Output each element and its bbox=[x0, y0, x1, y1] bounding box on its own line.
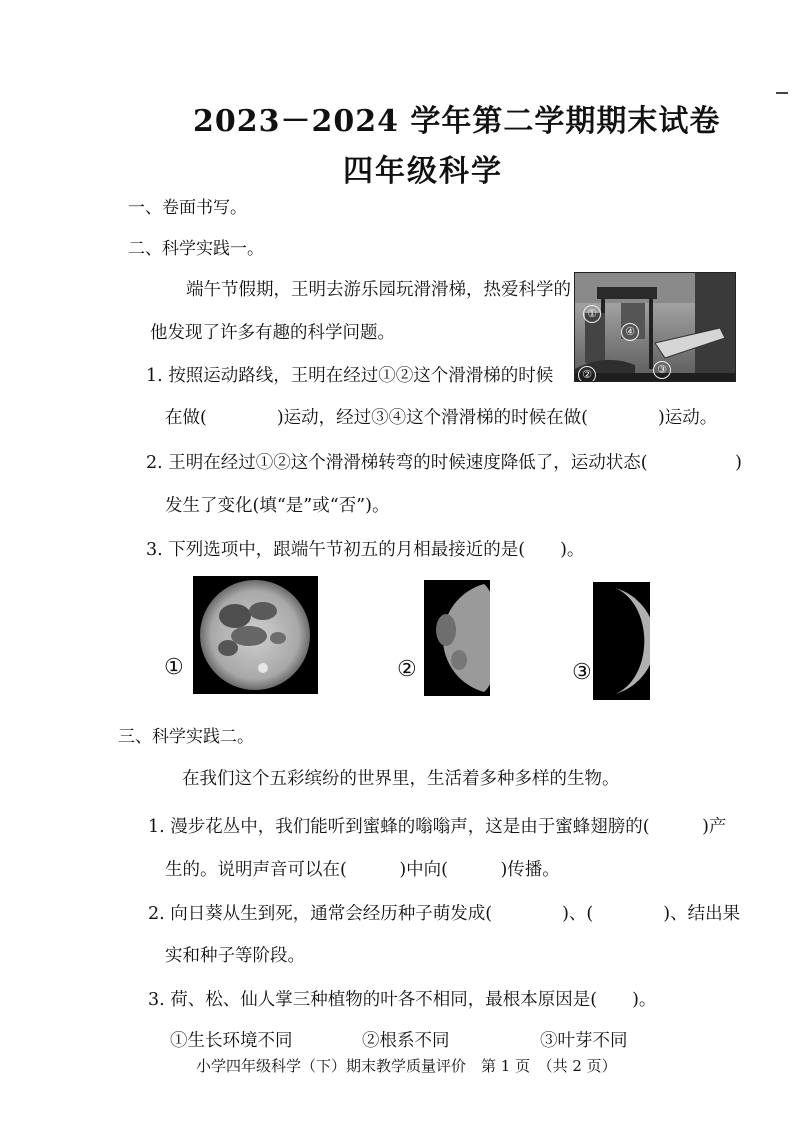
photo-label-3: ③ bbox=[653, 361, 671, 379]
s3-q1-line2: 生的。说明声音可以在( )中向( )传播。 bbox=[165, 860, 560, 880]
moon-option-1-label: ① bbox=[164, 655, 184, 680]
s3-q3-option-1: ①生长环境不同 bbox=[170, 1031, 293, 1051]
moon-crescent-image bbox=[593, 582, 650, 700]
s2-q1-line1: 1. 按照运动路线，王明在经过①②这个滑滑梯的时候 bbox=[146, 366, 554, 386]
s2-q1-line2: 在做( )运动，经过③④这个滑滑梯的时候在做( )运动。 bbox=[165, 408, 718, 428]
scan-mark bbox=[776, 92, 788, 94]
moon-option-3-label: ③ bbox=[572, 660, 592, 685]
s2-q2-line2: 发生了变化(填“是”或“否”)。 bbox=[165, 496, 390, 516]
photo-label-1: ① bbox=[583, 305, 601, 323]
s3-q3-option-2: ②根系不同 bbox=[362, 1031, 450, 1051]
photo-label-2: ② bbox=[578, 366, 596, 382]
moon-full-image bbox=[193, 576, 318, 694]
moon-gibbous-image bbox=[424, 580, 490, 696]
section-2-intro-line1: 端午节假期，王明去游乐园玩滑滑梯，热爱科学的 bbox=[186, 280, 571, 300]
s3-q2-line1: 2. 向日葵从生到死，通常会经历种子萌发成( )、( )、结出果 bbox=[148, 904, 741, 924]
s3-q2-line2: 实和种子等阶段。 bbox=[165, 946, 305, 966]
exam-subtitle: 四年级科学 bbox=[343, 154, 503, 189]
section-2-heading: 二、科学实践一。 bbox=[128, 239, 264, 259]
s3-q3-option-3: ③叶芽不同 bbox=[540, 1031, 628, 1051]
section-3-intro: 在我们这个五彩缤纷的世界里，生活着多种多样的生物。 bbox=[182, 769, 620, 789]
slide-photo bbox=[574, 272, 736, 382]
s2-q2-line1: 2. 王明在经过①②这个滑滑梯转弯的时候速度降低了，运动状态( ) bbox=[146, 453, 742, 473]
s2-q3: 3. 下列选项中，跟端午节初五的月相最接近的是( )。 bbox=[146, 540, 585, 560]
s3-q1-line1: 1. 漫步花丛中，我们能听到蜜蜂的嗡嗡声，这是由于蜜蜂翅膀的( )产 bbox=[148, 817, 727, 837]
section-1-heading: 一、卷面书写。 bbox=[128, 198, 247, 218]
section-3-heading: 三、科学实践二。 bbox=[118, 727, 254, 747]
exam-title: 2023－2024 学年第二学期期末试卷 bbox=[193, 104, 721, 139]
section-2-intro-line2: 他发现了许多有趣的科学问题。 bbox=[150, 323, 395, 343]
page-footer: 小学四年级科学（下）期末教学质量评价 第 1 页 （共 2 页） bbox=[196, 1057, 617, 1075]
moon-option-2-label: ② bbox=[397, 657, 417, 682]
photo-label-4: ④ bbox=[621, 323, 639, 341]
s3-q3: 3. 荷、松、仙人掌三种植物的叶各不相同，最根本原因是( )。 bbox=[148, 990, 657, 1010]
